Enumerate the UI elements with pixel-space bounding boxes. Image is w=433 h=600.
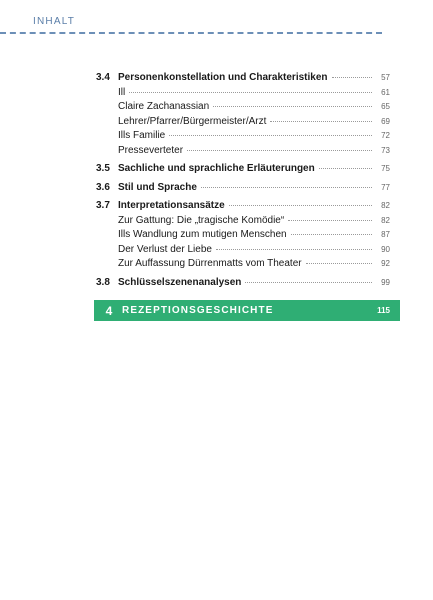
toc-section-3-7 (96, 200, 390, 273)
page-number: 75 (381, 164, 390, 173)
section-title: Personenkonstellation und Charakteristiken (118, 72, 328, 83)
toc-entry[interactable] (96, 200, 390, 215)
toc-subentry[interactable] (96, 258, 390, 273)
dot-leader (319, 168, 372, 169)
page-number: 65 (381, 102, 390, 111)
toc-section-3-4 (96, 72, 390, 159)
page-number: 82 (381, 215, 390, 225)
page-number: 69 (381, 116, 390, 126)
page-number: 57 (381, 73, 390, 82)
toc-subentry[interactable] (96, 145, 390, 160)
section-number: 3.6 (96, 181, 110, 193)
section-title: Schlüsselszenenanalysen (118, 276, 242, 288)
dot-leader (245, 282, 372, 283)
toc-entry[interactable] (96, 182, 390, 197)
dot-leader (129, 92, 372, 93)
page-number: 99 (381, 277, 390, 287)
dot-leader (306, 263, 372, 264)
subsection-title: Zur Gattung: Die „tragische Komödie“ (118, 214, 285, 226)
dot-leader (332, 77, 373, 78)
dot-leader (201, 187, 372, 188)
subsection-title: Ills Familie (118, 130, 166, 141)
subsection-title: Claire Zachanassian (118, 101, 210, 112)
toc-subentry[interactable] (96, 215, 390, 230)
page-number: 72 (381, 131, 390, 140)
toc-subentry[interactable] (96, 244, 390, 259)
page-number: 82 (381, 201, 390, 210)
subsection-title: Ills Wandlung zum mutigen Menschen (118, 229, 287, 240)
toc-subentry[interactable] (96, 229, 390, 244)
toc-section-3-5 (96, 163, 390, 178)
table-of-contents (96, 72, 390, 295)
page-number: 92 (381, 259, 390, 268)
dot-leader (213, 106, 372, 107)
toc-subentry[interactable] (96, 130, 390, 145)
page-number: 87 (381, 230, 390, 239)
chapter-banner[interactable] (94, 300, 400, 321)
dot-leader (291, 234, 372, 235)
toc-entry[interactable] (96, 277, 390, 292)
subsection-title: Zur Auffassung Dürrenmatts vom Theater (118, 258, 302, 269)
dot-leader (270, 121, 372, 122)
section-title: Interpretationsansätze (118, 200, 225, 211)
toc-section-3-8 (96, 277, 390, 292)
subsection-title: Der Verlust der Liebe (118, 243, 212, 255)
section-number: 3.8 (96, 276, 110, 288)
page-number: 73 (381, 145, 390, 155)
header-divider (0, 32, 382, 34)
toc-subentry[interactable] (96, 101, 390, 116)
page-number: 61 (381, 87, 390, 97)
chapter-title: REZEPTIONSGESCHICHTE (122, 305, 274, 316)
section-title: Stil und Sprache (118, 181, 197, 193)
section-number: 3.4 (96, 72, 110, 83)
toc-subentry[interactable] (96, 87, 390, 102)
toc-entry[interactable] (96, 163, 390, 178)
toc-entry[interactable] (96, 72, 390, 87)
subsection-title: Ill (118, 86, 126, 98)
chapter-page-number: 115 (377, 306, 390, 315)
dot-leader (229, 205, 372, 206)
subsection-title: Lehrer/Pfarrer/Bürgermeister/Arzt (118, 115, 267, 127)
dot-leader (169, 135, 372, 136)
toc-section-3-6 (96, 182, 390, 197)
page-number: 77 (381, 182, 390, 192)
dot-leader (187, 150, 372, 151)
section-number: 3.7 (96, 200, 110, 211)
header-label: INHALT (33, 16, 76, 27)
chapter-number: 4 (105, 303, 113, 318)
dot-leader (216, 249, 372, 250)
toc-subentry[interactable] (96, 116, 390, 131)
section-title: Sachliche und sprachliche Erläuterungen (118, 163, 315, 174)
page-number: 90 (381, 244, 390, 254)
subsection-title: Presseverteter (118, 144, 184, 156)
section-number: 3.5 (96, 163, 110, 174)
dot-leader (288, 220, 372, 221)
